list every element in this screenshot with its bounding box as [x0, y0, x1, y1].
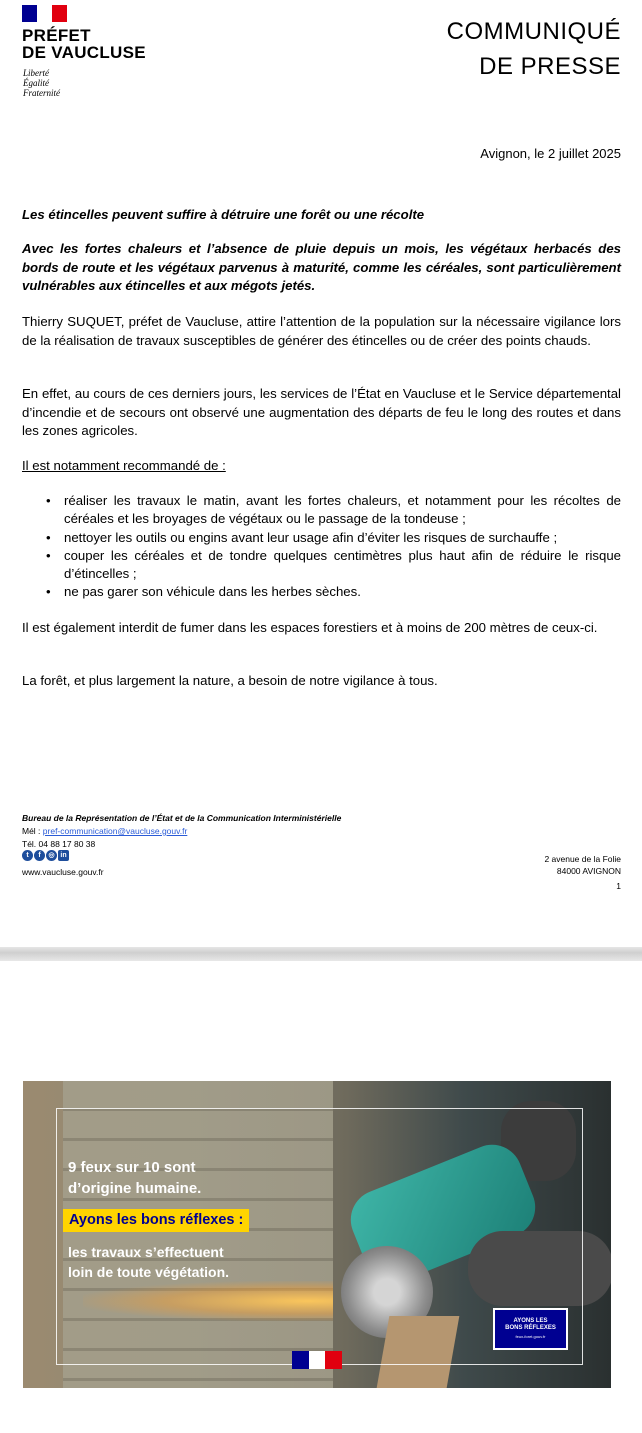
footer-website[interactable]: www.vaucluse.gouv.fr [22, 867, 104, 877]
poster-line2: d’origine humaine. [68, 1180, 202, 1197]
campaign-poster [23, 1081, 611, 1388]
badge-line2: BONS RÉFLEXES [505, 1325, 556, 1331]
poster-highlight: Ayons les bons réflexes : [63, 1209, 249, 1232]
motto-fraternite: Fraternité [23, 88, 60, 98]
lead-paragraph: Avec les fortes chaleurs et l’absence de pluie depuis un mois, les végétaux herbacés des bords de route et les végétaux parvenus à maturité, comme les céréales, sont particulièrement vulnérables aux étincelles et aux mégots jetés. [22, 241, 621, 293]
badge-url: feux-foret.gouv.fr [515, 1334, 546, 1339]
paragraph-prefect: Thierry SUQUET, préfet de Vaucluse, attire l’attention de la population sur la nécessaire vigilance lors de la réalisation de travaux susceptibles de générer des étincelles ou de créer des points chauds. [22, 314, 621, 348]
doc-type-line2: DE PRESSE [479, 53, 621, 80]
mail-link[interactable]: pref-communication@vaucluse.gouv.fr [42, 826, 188, 836]
doc-type-line1: COMMUNIQUÉ [446, 18, 621, 45]
page-separator [0, 947, 642, 961]
paragraph-smoking-ban: Il est également interdit de fumer dans les espaces forestiers et à moins de 200 mètres de ceux-ci. [22, 620, 598, 635]
press-title: Les étincelles peuvent suffire à détruire une forêt ou une récolte [22, 207, 425, 222]
poster-line1: 9 feux sur 10 sont [68, 1159, 196, 1176]
footer-bureau: Bureau de la Représentation de l’État et de la Communication Interministérielle [22, 813, 342, 823]
recommendation-list [22, 492, 621, 602]
address-line1: 2 avenue de la Folie [544, 854, 621, 864]
poster-line4: loin de toute végétation. [68, 1264, 230, 1280]
mail-label: Mél : [22, 826, 43, 836]
social-icons [22, 850, 69, 862]
motto-liberte: Liberté [23, 68, 49, 78]
list-item: • couper les céréales et de tondre quelques centimètres plus haut afin de réduire le risque d’étincelles ; [22, 547, 621, 584]
footer-phone: Tél. 04 88 17 80 38 [22, 839, 96, 849]
list-item: • nettoyer les outils ou engins avant leur usage afin d’éviter les risques de surchauffe ; [22, 529, 621, 547]
badge-line1: AYONS LES [513, 1318, 548, 1324]
page-number: 1 [616, 881, 621, 891]
linkedin-icon[interactable]: in [58, 850, 69, 861]
paragraph-observations: En effet, au cours de ces derniers jours, les services de l’État en Vaucluse et le Service départemental d’incendie et de secours ont observé une augmentation des départs de feu le long des routes et dans les zones agricoles. [22, 386, 621, 438]
republique-francaise-flag [22, 5, 67, 22]
paragraph-conclusion: La forêt, et plus largement la nature, a besoin de notre vigilance à tous. [22, 673, 438, 688]
recommendation-heading: Il est notamment recommandé de : [22, 458, 226, 473]
list-item: • réaliser les travaux le matin, avant les fortes chaleurs, et notamment pour les récoltes de céréales et les broyages de végétaux ou le passage de la tondeuse ; [22, 492, 621, 529]
poster-line3: les travaux s’effectuent [68, 1244, 224, 1260]
date: Avignon, le 2 juillet 2025 [480, 146, 621, 161]
instagram-icon[interactable]: ◎ [46, 850, 57, 861]
prefecture-name-line2: DE VAUCLUSE [22, 43, 146, 62]
list-item: • ne pas garer son véhicule dans les herbes sèches. [22, 583, 621, 601]
poster-flag-logo [292, 1351, 342, 1369]
prefecture-name-line1: PRÉFET [22, 26, 91, 45]
facebook-icon[interactable]: f [34, 850, 45, 861]
footer-mail [22, 826, 187, 837]
motto-egalite: Égalité [23, 78, 49, 88]
twitter-icon[interactable]: t [22, 850, 33, 861]
poster-badge [493, 1308, 568, 1350]
address-line2: 84000 AVIGNON [556, 866, 621, 876]
